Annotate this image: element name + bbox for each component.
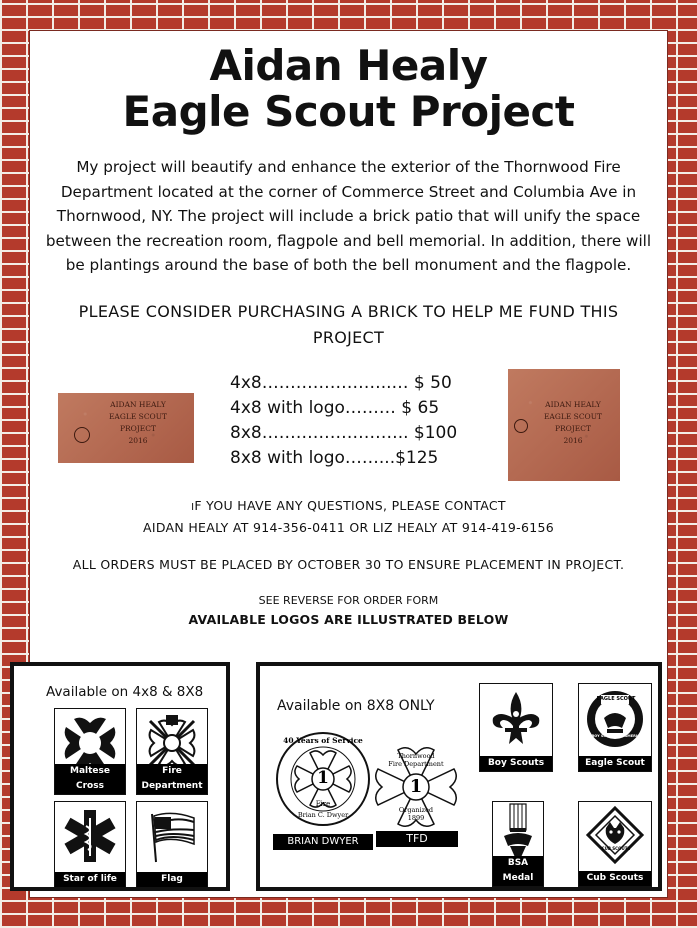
- logo-caption: Boy Scouts: [480, 756, 552, 771]
- logo-caption: Star of life: [55, 872, 125, 887]
- contact-info: [50, 496, 647, 538]
- seal-number: 1: [409, 776, 423, 797]
- seal-top-text-2: Fire Department: [388, 760, 444, 768]
- brick-line: PROJECT: [554, 424, 592, 433]
- seal-bottom-text: Fire: [315, 800, 331, 808]
- seal-top-text: 40 Years of Service: [283, 736, 363, 745]
- logo-card-star-of-life: [54, 801, 126, 888]
- logo-caption: Maltese Cross: [55, 764, 125, 794]
- brick-line: 2016: [563, 436, 583, 445]
- contact-line1: F YOU HAVE ANY QUESTIONS, PLEASE CONTACT: [194, 498, 506, 513]
- brick-line: AIDAN HEALY: [545, 400, 601, 409]
- cub-scout-icon: [584, 804, 646, 866]
- logo-caption: Fire Department: [137, 764, 207, 794]
- logo-card-boy-scouts: [479, 683, 553, 772]
- seal-number: 1: [317, 768, 329, 788]
- seal-tfd: [372, 742, 460, 850]
- logo-card-flag: [136, 801, 208, 888]
- brick-line: EAGLE SCOUT: [543, 412, 603, 421]
- panel-title: Available on 8X8 ONLY: [277, 698, 435, 714]
- title-name: Aidan Healy: [209, 41, 488, 90]
- contact-line2: AIDAN HEALY AT 914-356-0411 OR LIZ HEALY AT 914-419-6156: [143, 520, 554, 535]
- seal-label: TFD: [376, 831, 458, 847]
- logo-caption: BSA Medal: [493, 856, 543, 886]
- star-of-life-icon: [60, 806, 120, 866]
- logo-caption: Eagle Scout: [579, 756, 651, 771]
- badge-top-text: EAGLE SCOUT: [596, 696, 636, 702]
- seal-year: 1899: [407, 814, 425, 822]
- badge-text: CUB SCOUTS: [601, 846, 631, 851]
- logo-card-eagle-scout: [578, 683, 652, 772]
- title-project: Eagle Scout Project: [122, 87, 575, 136]
- price-row: 8x8…………………….. $100: [230, 423, 458, 443]
- fleur-de-lis-icon: [485, 688, 547, 750]
- purchase-appeal: PLEASE CONSIDER PURCHASING A BRICK TO HELP ME FUND THIS PROJECT: [78, 302, 619, 347]
- brick-line: 2016: [128, 436, 148, 445]
- logo-card-fire-department: [136, 708, 208, 795]
- seal-label: BRIAN DWYER: [273, 834, 373, 850]
- logos-note: AVAILABLE LOGOS ARE ILLUSTRATED BELOW: [188, 612, 509, 627]
- badge-side-text: BOY SCOUTS OF AMERICA: [591, 734, 643, 738]
- seal-brian-dwyer: [272, 728, 374, 850]
- seal-bottom-text: Organized: [398, 806, 434, 814]
- seal-name-text: Brian C. Dwyer: [297, 811, 349, 819]
- price-list: [230, 371, 460, 471]
- price-row: 8x8 with logo……...$125: [230, 448, 439, 468]
- brick-sample-left: [58, 393, 194, 463]
- price-row: 4x8…………………..… $ 50: [230, 373, 452, 393]
- logos-panel-8x8: [256, 662, 662, 891]
- panel-title: Available on 4x8 & 8X8: [46, 684, 204, 700]
- logos-panel-4x8: [10, 662, 230, 891]
- reverse-note: SEE REVERSE FOR ORDER FORM: [258, 594, 439, 607]
- brick-line: AIDAN HEALY: [110, 400, 166, 409]
- logo-caption: Cub Scouts: [579, 871, 651, 886]
- seal-top-text: Thornwood: [397, 752, 435, 760]
- order-deadline: ALL ORDERS MUST BE PLACED BY OCTOBER 30 TO ENSURE PLACEMENT IN PROJECT.: [72, 557, 625, 572]
- logo-card-bsa-medal: [492, 801, 544, 887]
- contact-dropcap: I: [191, 502, 195, 513]
- logo-card-maltese-cross: [54, 708, 126, 795]
- price-row: 4x8 with logo……… $ 65: [230, 398, 440, 418]
- brick-line: PROJECT: [119, 424, 157, 433]
- logo-caption: Flag: [137, 872, 207, 887]
- project-description: My project will beautify and enhance the exterior of the Thornwood Fire Department located at the corner of Commerce Street and Columbia Ave in Thornwood, NY. The project will include a brick patio that will unify the space between the recreation room, flagpole and bell memorial. In addition, there will be plantings around the base of both the bell monument and the flagpole.: [45, 158, 652, 274]
- brick-sample-right: [508, 369, 620, 481]
- logo-card-cub-scouts: [578, 801, 652, 887]
- flag-icon: [142, 806, 202, 866]
- brick-line: EAGLE SCOUT: [108, 412, 168, 421]
